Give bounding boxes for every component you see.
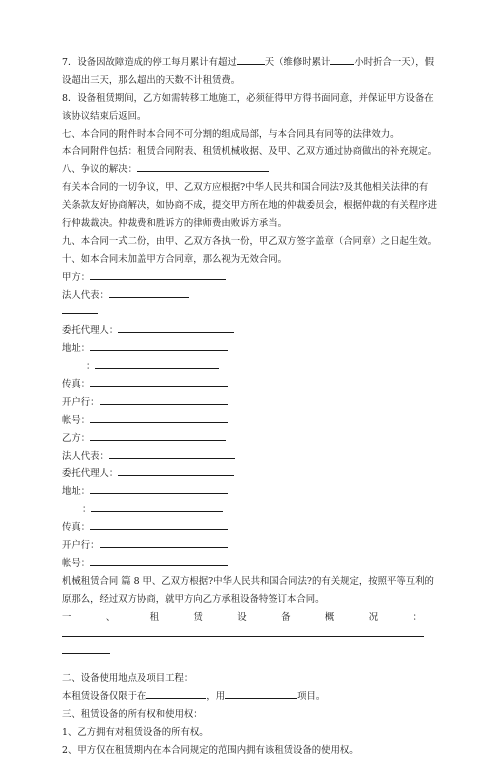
agent-a-field[interactable] <box>118 322 234 333</box>
dispute-line-2: 关条款友好协商解决，如协商不成，提交甲方所在地的仲裁委员会，根据仲裁的有关程序进 <box>62 200 438 212</box>
short-rule <box>62 304 98 314</box>
fax-b-row <box>62 519 434 537</box>
legal-rep-b-row <box>62 448 434 466</box>
section-10: 十、如本合同未加盖甲方合同章，那么视为无效合同。 <box>62 253 288 265</box>
address-b-cont-row <box>62 501 434 519</box>
clause-8-cont: 该协议结束后返回。 <box>62 110 147 122</box>
account-a-row <box>62 412 434 430</box>
legal-rep-a-field[interactable] <box>109 287 189 298</box>
short-rule-row <box>62 304 434 322</box>
address-b-cont-field[interactable] <box>91 501 223 512</box>
sec1-char-5: 备 <box>281 611 291 623</box>
ownership-1: 1、乙方拥有对租赁设备的所有权。 <box>62 726 209 738</box>
party-a-label: 甲方： <box>62 271 91 283</box>
section-2: 二、设备使用地点及项目工程： <box>62 673 194 685</box>
agent-b-label: 委托代理人： <box>62 468 119 480</box>
account-b-field[interactable] <box>90 555 228 566</box>
clause-8-line: 8．设备租赁期间，乙方如需转移工地施工，必须征得甲方得书面同意，并保证甲方设备在 <box>62 92 434 104</box>
section-1-heading <box>62 609 422 627</box>
dispute-line-3: 行仲裁裁决。仲裁费和胜诉方的律师费由败诉方承当。 <box>62 218 288 230</box>
account-b-label: 帐号： <box>62 557 91 569</box>
clause-7-text-b: 天（维修时累计 <box>264 57 331 68</box>
sec1-char-1: 、 <box>105 611 116 623</box>
clause-7-line <box>62 54 434 72</box>
legal-rep-a-label: 法人代表： <box>62 289 109 301</box>
address-a-row <box>62 340 434 358</box>
section-3: 三、租赁设备的所有权和使用权： <box>62 709 203 721</box>
section-9: 九、本合同一式二份，由甲、乙双方各执一份，甲乙双方签字盖章（合同章）之日起生效。 <box>62 235 438 247</box>
sec1-char-4: 设 <box>237 611 247 623</box>
party-a-row <box>62 269 434 287</box>
legal-rep-b-label: 法人代表： <box>62 450 109 462</box>
bank-a-row <box>62 394 434 412</box>
address-b-row <box>62 483 434 501</box>
clause-7-text-c: 小时折合一天），假 <box>354 57 435 68</box>
bank-a-label: 开户行： <box>62 396 100 408</box>
ownership-2: 2、甲方仅在租赁期内在本合同规定的范围内拥有该租赁设备的使用权。 <box>62 744 359 756</box>
section-8 <box>62 161 434 179</box>
agent-b-field[interactable] <box>118 465 234 476</box>
account-a-field[interactable] <box>90 412 228 423</box>
site-text-a: 本租赁设备仅限于在 <box>62 691 147 703</box>
address-b-label: 地址： <box>62 486 91 498</box>
bank-b-label: 开户行： <box>62 540 100 552</box>
bank-a-field[interactable] <box>100 394 228 405</box>
site-location-field[interactable] <box>146 688 206 699</box>
fax-a-label: 传真： <box>62 379 91 391</box>
site-text-b: ，用 <box>206 691 226 703</box>
equipment-overview-rule-row <box>62 627 434 645</box>
fax-a-field[interactable] <box>90 376 228 387</box>
fax-b-label: 传真： <box>62 522 91 534</box>
sec1-char-6: 概 <box>324 611 335 623</box>
equipment-overview-field[interactable] <box>62 627 424 637</box>
section-7: 七、本合同的附件时本合同不可分割的组成局部，与本合同具有同等的法律效力。 <box>62 128 400 140</box>
address-a-colon: ： <box>86 361 96 373</box>
bank-b-field[interactable] <box>100 537 228 548</box>
party-b-label: 乙方： <box>62 432 91 444</box>
address-b-colon: ： <box>82 504 92 516</box>
clause-7-text-a: 7．设备因故障造成的停工每月累计有超过 <box>62 57 237 68</box>
days-blank[interactable] <box>237 54 265 65</box>
bank-b-row <box>62 537 434 555</box>
address-a-label: 地址： <box>62 343 91 355</box>
contract-page <box>62 54 438 760</box>
address-a-field[interactable] <box>90 340 228 351</box>
sec1-char-3: 赁 <box>193 611 203 623</box>
site-project-field[interactable] <box>225 688 297 699</box>
section-8-text: 八、争议的解决： <box>62 164 138 176</box>
sec1-char-0: 一 <box>62 611 72 623</box>
legal-rep-b-field[interactable] <box>109 448 235 459</box>
attachments-line: 本合同附件包括：租赁合同附表、租赁机械收据、及甲、乙双方通过协商做出的补充规定。 <box>62 146 438 158</box>
legal-rep-a-row <box>62 287 434 305</box>
address-a-cont-field[interactable] <box>95 358 219 369</box>
fax-b-field[interactable] <box>90 519 228 530</box>
site-text-c: 项目。 <box>297 691 326 703</box>
party-b-row <box>62 430 434 448</box>
sec1-char-8: ： <box>412 611 422 623</box>
sec1-char-2: 租 <box>149 611 160 623</box>
equipment-short-field[interactable] <box>62 644 110 654</box>
agent-b-row <box>62 465 434 483</box>
sec1-char-7: 况 <box>368 611 379 623</box>
clause-7-cont: 设超出三天，那么超出的天数不计租赁费。 <box>62 74 241 86</box>
agent-a-label: 委托代理人： <box>62 325 119 337</box>
account-b-row <box>62 555 434 573</box>
contract-8-intro-1: 机械租赁合同 篇 8 甲、乙双方根据?中华人民共和国合同法?的有关规定，按照平等互利的 <box>62 575 434 587</box>
party-a-field[interactable] <box>90 269 226 280</box>
address-a-cont-row <box>62 358 434 376</box>
hours-blank[interactable] <box>330 54 354 65</box>
site-line <box>62 688 434 706</box>
agent-a-row <box>62 322 434 340</box>
dispute-blank[interactable] <box>137 161 269 172</box>
dispute-line-1: 有关本合同的一切争议，甲、乙双方应根据?中华人民共和国合同法?及其他相关法律的有 <box>62 182 429 194</box>
equipment-short-rule-row <box>62 644 434 662</box>
address-b-field[interactable] <box>90 483 228 494</box>
party-b-field[interactable] <box>90 430 226 441</box>
account-a-label: 帐号： <box>62 414 91 426</box>
contract-8-intro-2: 原那么，经过双方协商，就甲方向乙方承租设备特签订本合同。 <box>62 593 325 605</box>
fax-a-row <box>62 376 434 394</box>
